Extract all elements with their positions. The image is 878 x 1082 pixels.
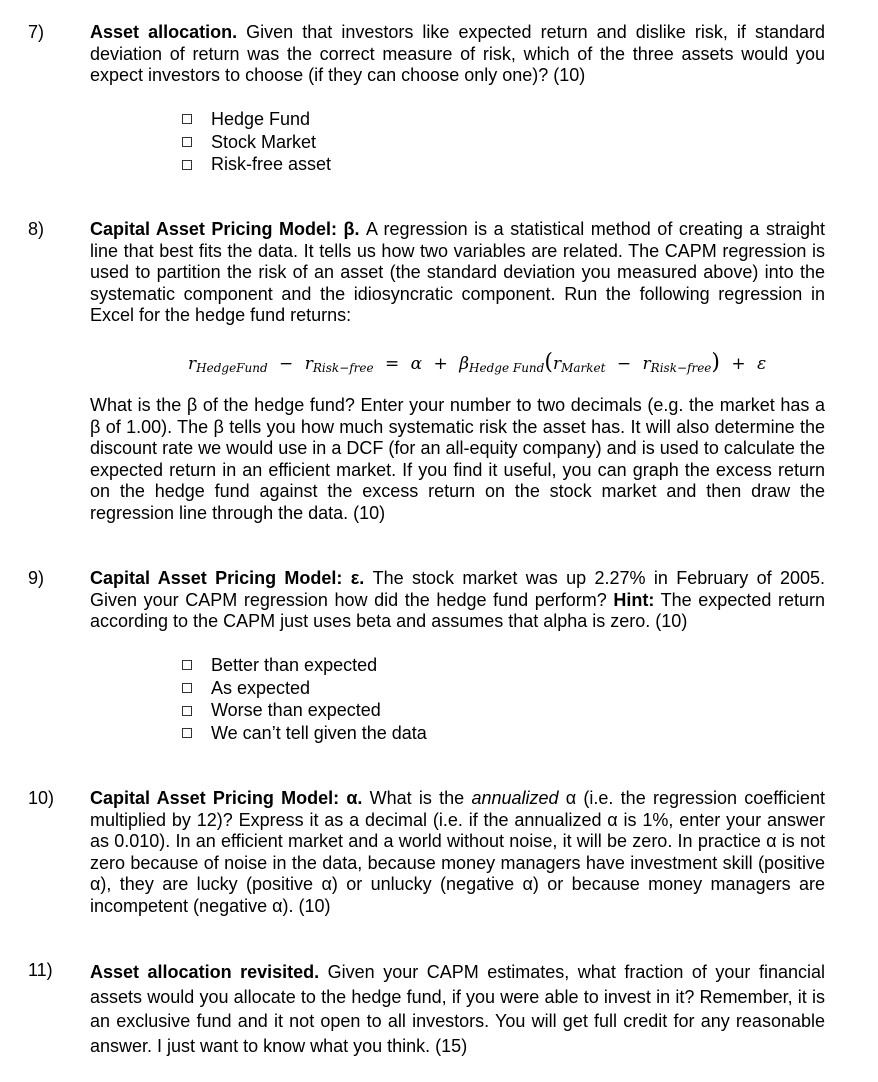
question-text: Capital Asset Pricing Model: α. What is the annualized α (i.e. the regression coefficient multiplied by 12)? Express it as a decimal (i.e. if the annualized α is 1%, enter your answer as 0.010). In an efficient market and a world without noise, it will be zero. In practice α is not zero because of noise in the data, because money managers have investment skill (positive α), they are lucky (positive α) or unlucky (negative α) or because money managers are incompetent (negative α). (10): [90, 788, 825, 916]
options-7: [182, 108, 331, 176]
question-title: Asset allocation revisited.: [90, 962, 320, 982]
question-number: 9): [28, 568, 45, 588]
options-9: [182, 654, 427, 745]
checkbox-icon[interactable]: [182, 706, 192, 716]
checkbox-icon[interactable]: [182, 728, 192, 738]
option-hedge-fund[interactable]: Hedge Fund: [182, 108, 331, 131]
question-number: 8): [28, 219, 45, 239]
hint-label: Hint:: [613, 589, 655, 610]
option-as-expected[interactable]: As expected: [182, 677, 427, 700]
question-title: Capital Asset Pricing Model: ε.: [90, 568, 365, 588]
option-worse-than-expected[interactable]: Worse than expected: [182, 699, 427, 722]
question-number: 11): [28, 960, 53, 980]
question-number: 10): [28, 788, 55, 808]
question-text: Capital Asset Pricing Model: β. A regression is a statistical method of creating a straight line that best fits the data. It tells us how two variables are related. The CAPM regression is used to partition the risk of an asset (the standard deviation you measured above) into the systematic component and the idiosyncratic component. Run the following regression in Excel for the hedge fund returns:: [90, 219, 825, 325]
option-stock-market[interactable]: Stock Market: [182, 131, 331, 154]
question-text: Asset allocation. Given that investors like expected return and dislike risk, if standard deviation of return was the correct measure of risk, which of the three assets would you expect investors to choose (if they can choose only one)? (10): [90, 22, 825, 85]
checkbox-icon[interactable]: [182, 114, 192, 124]
option-better-than-expected[interactable]: Better than expected: [182, 654, 427, 677]
checkbox-icon[interactable]: [182, 137, 192, 147]
question-text: Capital Asset Pricing Model: ε. The stock market was up 2.27% in February of 2005. Given your CAPM regression how did the hedge fund perform? Hint: The expected return according to the CAPM just uses beta and assumes that alpha is zero. (10): [90, 568, 825, 631]
option-cant-tell[interactable]: We can’t tell given the data: [182, 722, 427, 745]
question-text: What is the β of the hedge fund? Enter your number to two decimals (e.g. the market has a β of 1.00). The β tells you how much systematic risk the asset has. It will also determine the discount rate we would use in a DCF (for an all-equity company) and is used to calculate the expected return in an efficient market. If you find it useful, you can graph the excess return on the hedge fund against the excess return on the stock market and then draw the regression line through the data. (10): [90, 395, 825, 523]
question-title: Capital Asset Pricing Model: β.: [90, 219, 360, 239]
checkbox-icon[interactable]: [182, 683, 192, 693]
capm-formula: $r_{HedgeFund} - r_{Risk-free} = \alpha + \beta_{Hedge Fund}(r_{Market} - r_{Risk-free}) + \varepsilon$: [188, 350, 767, 375]
checkbox-icon[interactable]: [182, 660, 192, 670]
question-number: 7): [28, 22, 45, 42]
option-risk-free[interactable]: Risk-free asset: [182, 153, 331, 176]
question-title: Asset allocation.: [90, 22, 238, 42]
question-title: Capital Asset Pricing Model: α.: [90, 788, 363, 808]
question-text: Asset allocation revisited. Given your CAPM estimates, what fraction of your financial assets would you allocate to the hedge fund, if you were able to invest in it? Remember, it is an exclusive fund and it not open to all investors. You will get full credit for any reasonable answer. I just want to know what you think. (15): [90, 962, 825, 1056]
checkbox-icon[interactable]: [182, 160, 192, 170]
